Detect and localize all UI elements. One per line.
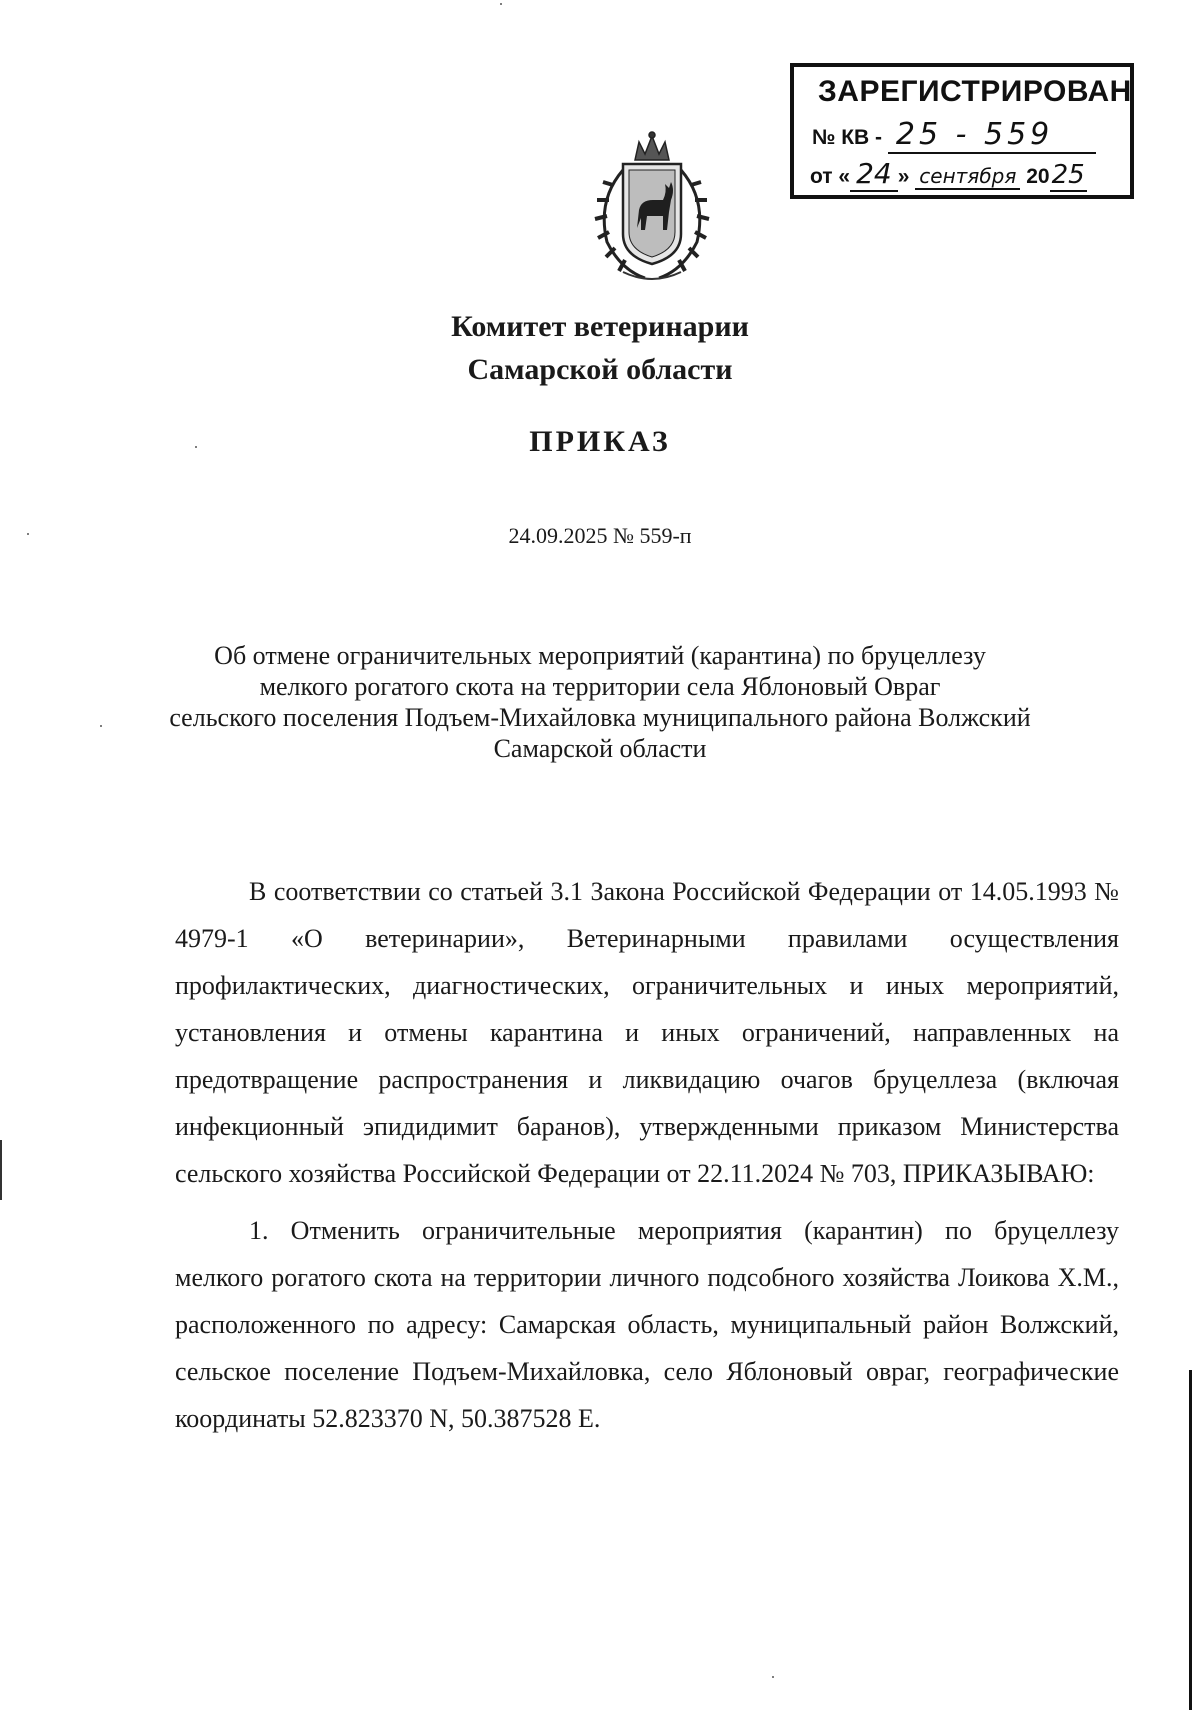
body-paragraph-preamble: В соответствии со статьей 3.1 Закона Российской Федерации от 14.05.1993 № 4979-1 «О ветеринарии», Ветеринарными правилами осуществления профилактических, диагностических, ограничительных и иных мероприятий, установления и отмены карантина и иных ограничений, направленных на предотвращение распространения и ликвидацию очагов бруцеллеза (включая инфекционный эпидидимит баранов), утвержденными приказом Министерства сельского хозяйства Российской Федерации от 22.11.2024 № 703, ПРИКАЗЫВАЮ: bbox=[175, 877, 1119, 1188]
stamp-number-handwritten: 25 - 559 bbox=[888, 117, 1096, 154]
organization-name-line-1: Комитет ветеринарии bbox=[451, 310, 749, 343]
document-type-title: ПРИКАЗ bbox=[529, 425, 671, 458]
scan-speck bbox=[500, 3, 502, 5]
stamp-number-line bbox=[812, 117, 1096, 154]
stamp-date-mid: » bbox=[897, 165, 910, 188]
scan-speck bbox=[772, 1676, 774, 1678]
scan-edge-left bbox=[0, 1140, 2, 1200]
stamp-date-year-prefix: 20 bbox=[1026, 165, 1050, 188]
subject-line: мелкого рогатого скота на территории села Яблоновый Овраг bbox=[259, 672, 941, 701]
stamp-date-month: сентября bbox=[915, 164, 1020, 190]
body-paragraph-item-1: 1. Отменить ограничительные мероприятия (карантин) по бруцеллезу мелкого рогатого скота на территории личного подсобного хозяйства Лоикова Х.М., расположенного по адресу: Самарская область, муниципальный район Волжский, сельское поселение Подъем-Михайловка, село Яблоновый овраг, географические координаты 52.823370 N, 50.387528 E. bbox=[175, 1216, 1119, 1433]
registration-stamp bbox=[790, 63, 1134, 199]
subject-line: сельского поселения Подъем-Михайловка муниципального района Волжский bbox=[169, 703, 1031, 732]
document-body bbox=[175, 868, 1119, 1442]
organization-name-line-2: Самарской области bbox=[467, 353, 733, 386]
stamp-title: ЗАРЕГИСТРИРОВАН bbox=[818, 75, 1132, 108]
stamp-date-year: 25 bbox=[1051, 160, 1085, 190]
subject-line: Об отмене ограничительных мероприятий (карантина) по бруцеллезу bbox=[214, 641, 986, 670]
coat-of-arms-emblem-icon bbox=[583, 130, 721, 285]
subject-line: Самарской области bbox=[493, 734, 707, 763]
stamp-number-prefix: № КВ - bbox=[812, 126, 883, 149]
document-subject bbox=[150, 640, 1050, 764]
stamp-date-line bbox=[810, 157, 1087, 192]
scan-edge-right bbox=[1189, 1370, 1192, 1710]
scan-speck bbox=[100, 725, 102, 727]
stamp-date-prefix: от « bbox=[810, 165, 851, 188]
document-date-number: 24.09.2025 № 559-п bbox=[508, 523, 692, 548]
stamp-date-day: 24 bbox=[850, 157, 898, 192]
